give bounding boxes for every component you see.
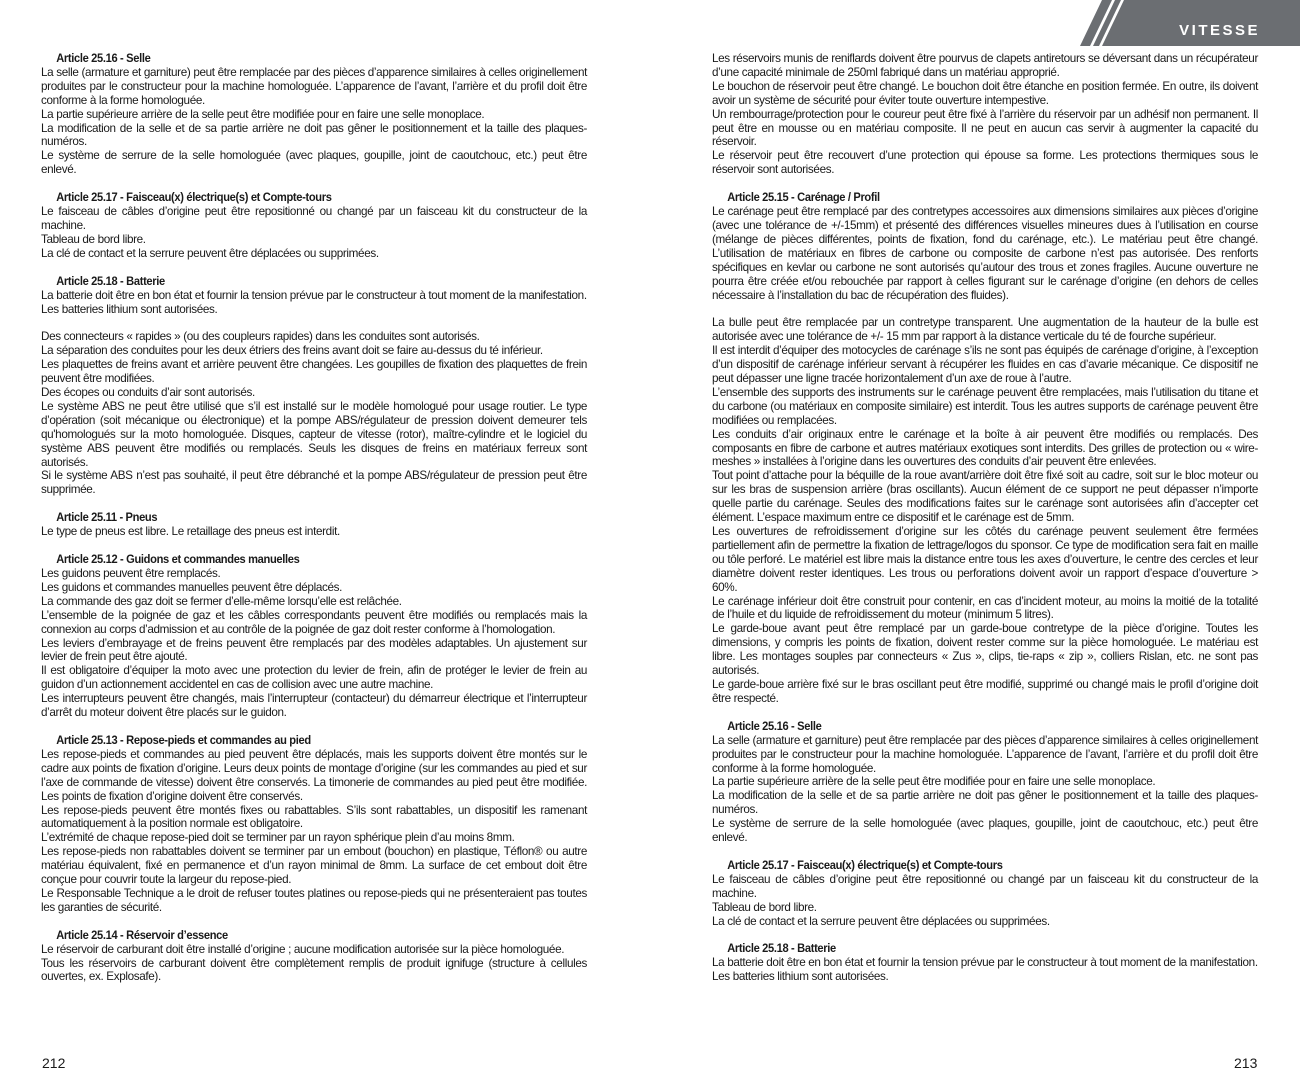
article-paragraph: Le garde-boue avant peut être remplacé par un garde-boue contretype de la pièce d’origine. Toutes les dimensions, y compris les points de fixation, doivent rester comme sur la pièce homologuée. Le matériau est libre. Les montages souples par connecteurs « Zus », clips, tie-raps « zip », colliers Rislan, etc. ne sont pas autorisés. xyxy=(712,622,1258,678)
right-page xyxy=(712,52,1258,998)
article-heading: Article 25.17 - Faisceau(x) électrique(s) et Compte-tours xyxy=(56,191,332,205)
article-paragraph: Le réservoir de carburant doit être installé d’origine ; aucune modification autorisée sur la pièce homologuée. xyxy=(41,942,565,956)
article-paragraph: Le système ABS ne peut être utilisé que s’il est installé sur le modèle homologué pour usage routier. Le type d’opération (soit mécanique ou électronique) et la pompe ABS/régulateur de pression doivent demeurer tels qu'homologués sur la moto homologuée. Disques, capteur de vitesse (rotor), maître-cylindre et le logiciel du système ABS peuvent être modifiés ou remplacés. Seuls les disques de freins en matériaux ferreux sont autorisés. xyxy=(41,399,587,469)
article-paragraph: Il est obligatoire d’équiper la moto avec une protection du levier de frein, afin de protéger le levier de frein au guidon d’un actionnement accidentel en cas de collision avec une autre machine. xyxy=(41,664,587,692)
article-heading: Article 25.15 - Carénage / Profil xyxy=(727,191,880,205)
article-paragraph: Les batteries lithium sont autorisées. xyxy=(712,970,889,984)
article-paragraph: Les ouvertures de refroidissement d’origine sur les côtés du carénage peuvent seulement être fermées partiellement afin de permettre la fixation de lettrage/logos du sponsor. Ce type de modification sera fait en maille ou tôle perforé. Le matériel est libre mais la distance entre tous les axes d’ouverture, le centre des cercles et leur diamètre doivent rester identiques. Les trous ou perforations doivent avoir un rapport d’espace d’ouverture > 60%. xyxy=(712,525,1258,594)
article-section xyxy=(41,553,587,720)
article-paragraph: La clé de contact et la serrure peuvent être déplacées ou supprimées. xyxy=(41,246,379,260)
article-paragraph: La batterie doit être en bon état et fournir la tension prévue par le constructeur à tout moment de la manifestation. xyxy=(712,956,1258,970)
article-paragraph: La batterie doit être en bon état et fournir la tension prévue par le constructeur à tout moment de la manifestation. xyxy=(41,288,587,302)
article-section xyxy=(41,330,587,497)
article-paragraph: Les conduits d’air originaux entre le carénage et la boîte à air peuvent être modifiés ou remplacés. Des composants en fibre de carbone et autres matériaux exotiques sont interdits. Des grilles de protection ou « wire-meshes » installées à l’origine dans les ouvertures des conduits d’air peuvent être enlevées. xyxy=(712,427,1258,469)
article-paragraph: Tableau de bord libre. xyxy=(712,900,817,914)
article-section xyxy=(41,929,587,985)
article-section xyxy=(41,275,587,317)
article-paragraph: Tous les réservoirs de carburant doivent être complètement remplis de produit ignifuge (structure à cellules ouvertes, ex. Explosafe). xyxy=(41,956,587,984)
article-heading: Article 25.14 - Réservoir d’essence xyxy=(56,928,228,942)
article-paragraph: Le Responsable Technique a le droit de refuser toutes platines ou repose-pieds qui ne présenteraient pas toutes les garanties de sécurité. xyxy=(41,886,587,914)
article-section xyxy=(41,511,587,539)
article-section xyxy=(41,52,587,177)
article-heading: Article 25.11 - Pneus xyxy=(56,511,158,525)
article-paragraph: La commande des gaz doit se fermer d’elle-même lorsqu’elle est relâchée. xyxy=(41,594,402,608)
article-paragraph: L’ensemble des supports des instruments sur le carénage peuvent être remplacées, mais l’utilisation du titane et du carbone (ou matériaux en composite similaire) est interdit. Tous les autres supports de carénage peuvent être modifiées ou remplacées. xyxy=(712,385,1258,427)
article-paragraph: Si le système ABS n’est pas souhaité, il peut être débranché et la pompe ABS/régulateur de pression peut être supprimée. xyxy=(41,469,587,497)
article-paragraph: Le garde-boue arrière fixé sur le bras oscillant peut être modifié, supprimé ou changé mais le profil d’origine doit être respecté. xyxy=(712,677,1258,705)
article-section xyxy=(712,859,1258,929)
article-section xyxy=(712,191,1258,302)
article-paragraph: La partie supérieure arrière de la selle peut être modifiée pour en faire une selle monoplace. xyxy=(41,107,485,121)
article-heading: Article 25.12 - Guidons et commandes manuelles xyxy=(56,553,300,567)
article-heading: Article 25.18 - Batterie xyxy=(56,274,165,288)
article-paragraph: La bulle peut être remplacée par un contretype transparent. Une augmentation de la hauteur de la bulle est autorisée avec une tolérance de +/- 15 mm par rapport à la distance verticale du té de fourche supérieur. xyxy=(712,316,1258,344)
article-paragraph: La modification de la selle et de sa partie arrière ne doit pas gêner le positionnement et la taille des plaques-numéros. xyxy=(712,789,1258,817)
section-title: VITESSE xyxy=(1179,22,1260,39)
article-paragraph: Les plaquettes de freins avant et arrière peuvent être changées. Les goupilles de fixation des plaquettes de frein peuvent être modifiées. xyxy=(41,358,587,386)
article-heading: Article 25.16 - Selle xyxy=(727,719,822,733)
article-paragraph: Les guidons peuvent être remplacés. xyxy=(41,567,221,580)
article-section xyxy=(712,720,1258,845)
article-paragraph: Des connecteurs « rapides » (ou des coupleurs rapides) dans les conduites sont autorisés. xyxy=(41,330,480,344)
article-section xyxy=(712,52,1258,177)
article-paragraph: Les guidons et commandes manuelles peuvent être déplacés. xyxy=(41,580,343,594)
page-number-left: 212 xyxy=(42,1055,66,1071)
article-paragraph: L’extrémité de chaque repose-pied doit se terminer par un rayon sphérique plein d’au moins 8mm. xyxy=(41,831,515,845)
article-paragraph: Le type de pneus est libre. Le retaillage des pneus est interdit. xyxy=(41,525,340,539)
article-paragraph: Le système de serrure de la selle homologuée (avec plaques, goupille, joint de caoutchouc, etc.) peut être enlevé. xyxy=(41,149,587,177)
article-paragraph: La selle (armature et garniture) peut être remplacée par des pièces d’apparence similaires à celles originellement produites par le constructeur pour la machine homologuée. L’apparence de l’avant, l’arrière et du profil doit être conforme à la forme homologuée. xyxy=(712,733,1258,775)
article-paragraph: La clé de contact et la serrure peuvent être déplacées ou supprimées. xyxy=(712,914,1050,928)
article-paragraph: Les repose-pieds peuvent être montés fixes ou rabattables. S’ils sont rabattables, un dispositif les ramenant automatiquement à la position normale est obligatoire. xyxy=(41,803,587,831)
article-paragraph: Le carénage inférieur doit être construit pour contenir, en cas d’incident moteur, au moins la moitié de la totalité de l’huile et du liquide de refroidissement du moteur (minimum 5 litres). xyxy=(712,594,1258,622)
article-paragraph: La partie supérieure arrière de la selle peut être modifiée pour en faire une selle monoplace. xyxy=(712,775,1156,789)
article-paragraph: Tableau de bord libre. xyxy=(41,232,146,246)
article-section xyxy=(712,942,1258,984)
article-paragraph: Les leviers d’embrayage et de freins peuvent être remplacés par des modèles adaptables. Un ajustement sur levier de frein peut être ajouté. xyxy=(41,636,587,664)
article-paragraph: Il est interdit d’équiper des motocycles de carénage s’ils ne sont pas équipés de carénage d’origine, à l’exception d’un dispositif de carénage inférieur servant à récupérer les fluides en cas d’avarie mécanique. Ce dispositif ne peut dépasser une ligne tracée horizontalement d’un axe de roue à l’autre. xyxy=(712,344,1258,386)
article-heading: Article 25.16 - Selle xyxy=(56,52,151,65)
article-section xyxy=(712,316,1258,705)
article-heading: Article 25.13 - Repose-pieds et commandes au pied xyxy=(56,733,311,747)
article-section xyxy=(41,191,587,261)
article-paragraph: La modification de la selle et de sa partie arrière ne doit pas gêner le positionnement et la taille des plaques-numéros. xyxy=(41,121,587,149)
article-paragraph: Le réservoir peut être recouvert d’une protection qui épouse sa forme. Les protections thermiques sous le réservoir sont autorisées. xyxy=(712,149,1258,177)
article-paragraph: Le faisceau de câbles d’origine peut être repositionné ou changé par un faisceau kit du constructeur de la machine. xyxy=(712,872,1258,900)
article-paragraph: La séparation des conduites pour les deux étriers des freins avant doit se faire au-dessus du té inférieur. xyxy=(41,344,543,358)
article-paragraph: Le système de serrure de la selle homologuée (avec plaques, goupille, joint de caoutchouc, etc.) peut être enlevé. xyxy=(712,817,1258,845)
page-number-right: 213 xyxy=(1234,1055,1258,1071)
article-paragraph: Les interrupteurs peuvent être changés, mais l’interrupteur (contacteur) du démarreur électrique et l’interrupteur d’arrêt du moteur doivent être placés sur le guidon. xyxy=(41,692,587,720)
article-paragraph: Un rembourrage/protection pour le coureur peut être fixé à l’arrière du réservoir par un adhésif non permanent. Il peut être en mousse ou en matériau composite. Il ne peut en aucun cas servir à augmenter la capacité du réservoir. xyxy=(712,107,1258,149)
article-paragraph: La selle (armature et garniture) peut être remplacée par des pièces d’apparence similaires à celles originellement produites par le constructeur pour la machine homologuée. L’apparence de l’avant, l’arrière et du profil doit être conforme à la forme homologuée. xyxy=(41,65,587,107)
article-heading: Article 25.18 - Batterie xyxy=(727,942,836,956)
article-paragraph: Les repose-pieds et commandes au pied peuvent être déplacés, mais les supports doivent être montés sur le cadre aux points de fixation d’origine. Leurs deux points de montage d’origine (sur les commandes au pied et sur l’axe de commande de vitesse) doivent être conservés. La timonerie de commandes au pied peut être modifiée. Les points de fixation d’origine doivent être conservés. xyxy=(41,747,587,803)
article-paragraph: Les batteries lithium sont autorisées. xyxy=(41,302,218,316)
article-paragraph: Le carénage peut être remplacé par des contretypes accessoires aux dimensions similaires aux pièces d’origine (avec une tolérance de +/-15mm) et présenté des différences visuelles mineures dues à l’utilisation en course (mélange de pièces différentes, points de fixation, fond du carénage, etc.). Le matériau peut être changé. L’utilisation de matériaux en fibres de carbone ou composite de carbone n’est pas autorisée. Des renforts spécifiques en kevlar ou carbone ne sont autorisés qu’autour des trous et zones fragiles. Aucune ouverture ne pourra être créée et/ou rebouchée par rapport à celles figurant sur le carénage d’origine (en dehors de celles nécessaire à l’installation du bac de récupération des fluides). xyxy=(712,205,1258,302)
article-paragraph: Les repose-pieds non rabattables doivent se terminer par un embout (bouchon) en plastique, Téflon® ou autre matériau équivalent, fixé en permanence et d’un rayon minimal de 8mm. La surface de cet embout doit être conçue pour couvrir toute la largeur du repose-pied. xyxy=(41,845,587,887)
article-paragraph: Tout point d’attache pour la béquille de la roue avant/arrière doit être fixé soit au cadre, soit sur le bloc moteur ou sur les bras de suspension arrière (bras oscillants). Aucun élément de ce support ne peut dépasser n’importe quelle partie du carénage. Seules des modifications faites sur le carénage sont autorisées afin d’accepter cet élément. L’espace maximum entre ce dispositif et le carénage est de 5mm. xyxy=(712,469,1258,525)
article-paragraph: Le bouchon de réservoir peut être changé. Le bouchon doit être étanche en position fermée. En outre, ils doivent avoir un système de sécurité pour éviter toute ouverture intempestive. xyxy=(712,79,1258,107)
article-section xyxy=(41,734,587,915)
article-paragraph: Des écopes ou conduits d’air sont autorisés. xyxy=(41,386,255,400)
article-paragraph: Le faisceau de câbles d’origine peut être repositionné ou changé par un faisceau kit du constructeur de la machine. xyxy=(41,205,587,232)
article-heading: Article 25.17 - Faisceau(x) électrique(s) et Compte-tours xyxy=(727,858,1003,872)
article-paragraph: L’ensemble de la poignée de gaz et les câbles correspondants peuvent être modifiés ou remplacés mais la connexion au corps d’admission et au contrôle de la poignée de gaz doit rester conforme à l’homologation. xyxy=(41,608,587,636)
left-page xyxy=(41,52,587,998)
article-paragraph: Les réservoirs munis de reniflards doivent être pourvus de clapets antiretours se déversant dans un récupérateur d’une capacité minimale de 250ml fabriqué dans un matériau approprié. xyxy=(712,52,1258,79)
